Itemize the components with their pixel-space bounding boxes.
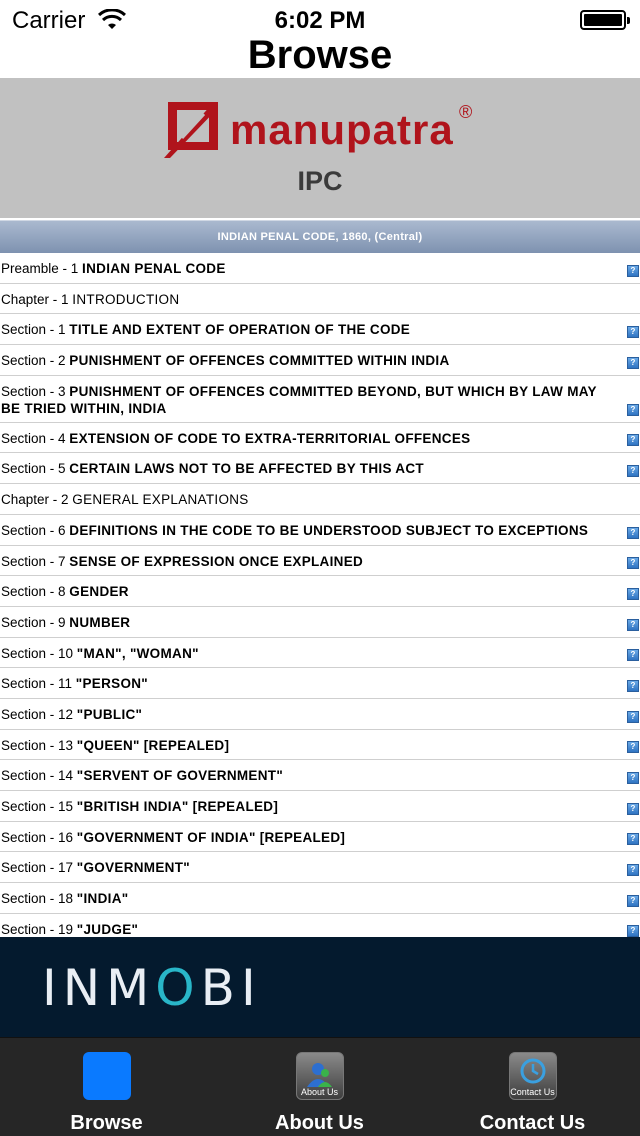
help-icon[interactable]: ? <box>627 619 639 631</box>
tab-about-us[interactable] <box>213 1038 426 1136</box>
row-title: "PERSON" <box>75 676 149 692</box>
row-title: "GOVERNMENT" <box>76 860 190 876</box>
help-icon[interactable]: ? <box>627 588 639 600</box>
tab-label: Browse <box>70 1112 143 1134</box>
section-row[interactable] <box>0 546 640 577</box>
row-prefix: Section - 17 <box>1 860 77 876</box>
row-prefix: Section - 9 <box>1 614 70 630</box>
section-row[interactable] <box>0 852 640 883</box>
carrier-label: Carrier <box>12 7 86 34</box>
row-prefix: Section - 16 <box>1 829 77 845</box>
help-icon[interactable]: ? <box>627 649 639 661</box>
row-title: "SERVENT OF GOVERNMENT" <box>76 768 284 784</box>
row-title: "PUBLIC" <box>76 706 143 722</box>
help-icon[interactable]: ? <box>627 864 639 876</box>
chapter-row[interactable] <box>0 484 640 515</box>
help-icon[interactable]: ? <box>627 465 639 477</box>
row-prefix: Section - 18 <box>1 891 77 907</box>
row-prefix: Preamble - 1 <box>1 261 83 276</box>
row-prefix: Section - 6 <box>1 522 70 538</box>
row-prefix: Section - 14 <box>1 768 77 784</box>
row-title: INDIAN PENAL CODE <box>82 261 226 276</box>
section-row[interactable] <box>0 515 640 546</box>
row-prefix: Section - 11 <box>1 676 76 692</box>
row-prefix: Section - 15 <box>1 799 77 814</box>
row-prefix: Section - 1 <box>1 322 70 338</box>
row-title: "JUDGE" <box>76 921 139 937</box>
row-title: DEFINITIONS IN THE CODE TO BE UNDERSTOOD SUBJECT TO EXCEPTIONS <box>69 522 589 538</box>
row-title: PUNISHMENT OF OFFENCES COMMITTED WITHIN INDIA <box>69 353 450 369</box>
row-title: GENERAL EXPLANATIONS <box>72 492 249 508</box>
ad-banner[interactable] <box>0 937 640 1037</box>
help-icon[interactable]: ? <box>627 557 639 569</box>
section-row[interactable] <box>0 822 640 853</box>
tab-browse[interactable] <box>0 1038 213 1136</box>
inmobi-logo: INMOBI <box>42 959 262 1017</box>
section-row[interactable] <box>0 699 640 730</box>
tab-contact-us[interactable] <box>426 1038 639 1136</box>
about-us-icon-label: About Us <box>300 1087 339 1097</box>
row-title: SENSE OF EXPRESSION ONCE EXPLAINED <box>69 553 364 569</box>
row-prefix: Section - 7 <box>1 553 70 569</box>
help-icon[interactable]: ? <box>627 357 639 369</box>
help-icon[interactable]: ? <box>627 434 639 446</box>
act-header: INDIAN PENAL CODE, 1860, (Central) <box>0 220 640 253</box>
row-title: PUNISHMENT OF OFFENCES COMMITTED BEYOND, BUT WHICH BY LAW MAY BE TRIED WITHIN, INDIA <box>1 383 597 416</box>
manupatra-logo-mark <box>164 100 222 158</box>
section-row[interactable] <box>0 423 640 454</box>
browse-icon <box>83 1052 131 1100</box>
page-title: Browse <box>247 33 393 77</box>
section-row[interactable] <box>0 791 640 822</box>
registered-mark: ® <box>459 102 473 122</box>
row-title: TITLE AND EXTENT OF OPERATION OF THE CODE <box>69 322 411 338</box>
section-row[interactable] <box>0 253 640 284</box>
logo-text: manupatra <box>230 106 454 153</box>
section-row[interactable] <box>0 576 640 607</box>
row-prefix: Section - 13 <box>1 737 77 753</box>
section-row[interactable] <box>0 883 640 914</box>
contact-us-icon <box>509 1052 557 1100</box>
help-icon[interactable]: ? <box>627 772 639 784</box>
row-prefix: Section - 12 <box>1 706 77 722</box>
status-time: 6:02 PM <box>274 7 366 34</box>
section-row[interactable] <box>0 638 640 669</box>
manupatra-logo <box>164 100 484 160</box>
section-row[interactable] <box>0 453 640 484</box>
battery-icon <box>580 10 626 30</box>
help-icon[interactable]: ? <box>627 326 639 338</box>
row-prefix: Chapter - 2 <box>1 492 73 508</box>
header-banner <box>0 78 640 218</box>
row-title: NUMBER <box>69 614 131 630</box>
row-title: "QUEEN" [REPEALED] <box>76 737 230 753</box>
help-icon[interactable]: ? <box>627 265 639 277</box>
row-title: "INDIA" <box>76 891 129 907</box>
row-prefix: Section - 3 <box>1 383 70 399</box>
help-icon[interactable]: ? <box>627 680 639 692</box>
row-title: "GOVERNMENT OF INDIA" [REPEALED] <box>76 829 346 845</box>
row-title: "MAN", "WOMAN" <box>76 645 199 661</box>
section-row[interactable] <box>0 760 640 791</box>
section-row[interactable] <box>0 668 640 699</box>
row-prefix: Section - 19 <box>1 921 77 937</box>
tab-label: About Us <box>275 1112 364 1134</box>
section-list[interactable] <box>0 253 640 937</box>
row-title: "BRITISH INDIA" [REPEALED] <box>76 799 279 814</box>
tab-label: Contact Us <box>479 1112 586 1134</box>
row-prefix: Section - 8 <box>1 584 70 600</box>
row-prefix: Section - 4 <box>1 430 70 446</box>
help-icon[interactable]: ? <box>627 925 639 937</box>
about-us-icon <box>296 1052 344 1100</box>
row-prefix: Section - 10 <box>1 645 77 661</box>
section-row[interactable] <box>0 376 640 423</box>
row-title: CERTAIN LAWS NOT TO BE AFFECTED BY THIS ACT <box>69 461 424 477</box>
help-icon[interactable]: ? <box>627 527 639 539</box>
help-icon[interactable]: ? <box>627 741 639 753</box>
row-title: INTRODUCTION <box>72 291 180 307</box>
help-icon[interactable]: ? <box>627 895 639 907</box>
contact-us-icon-label: Contact Us <box>510 1087 555 1097</box>
row-prefix: Chapter - 1 <box>1 291 73 307</box>
help-icon[interactable]: ? <box>627 803 639 815</box>
section-row[interactable] <box>0 345 640 376</box>
tab-bar <box>0 1037 640 1136</box>
row-title: GENDER <box>69 584 129 600</box>
help-icon[interactable]: ? <box>627 711 639 723</box>
row-title: EXTENSION OF CODE TO EXTRA-TERRITORIAL OFFENCES <box>69 430 471 446</box>
section-row[interactable] <box>0 314 640 345</box>
help-icon[interactable]: ? <box>627 833 639 845</box>
row-prefix: Section - 5 <box>1 461 70 477</box>
chapter-row[interactable] <box>0 284 640 315</box>
section-row[interactable] <box>0 914 640 937</box>
section-row[interactable] <box>0 607 640 638</box>
help-icon[interactable]: ? <box>627 404 639 416</box>
header-subtitle: IPC <box>297 166 343 196</box>
section-row[interactable] <box>0 730 640 761</box>
row-prefix: Section - 2 <box>1 353 70 369</box>
